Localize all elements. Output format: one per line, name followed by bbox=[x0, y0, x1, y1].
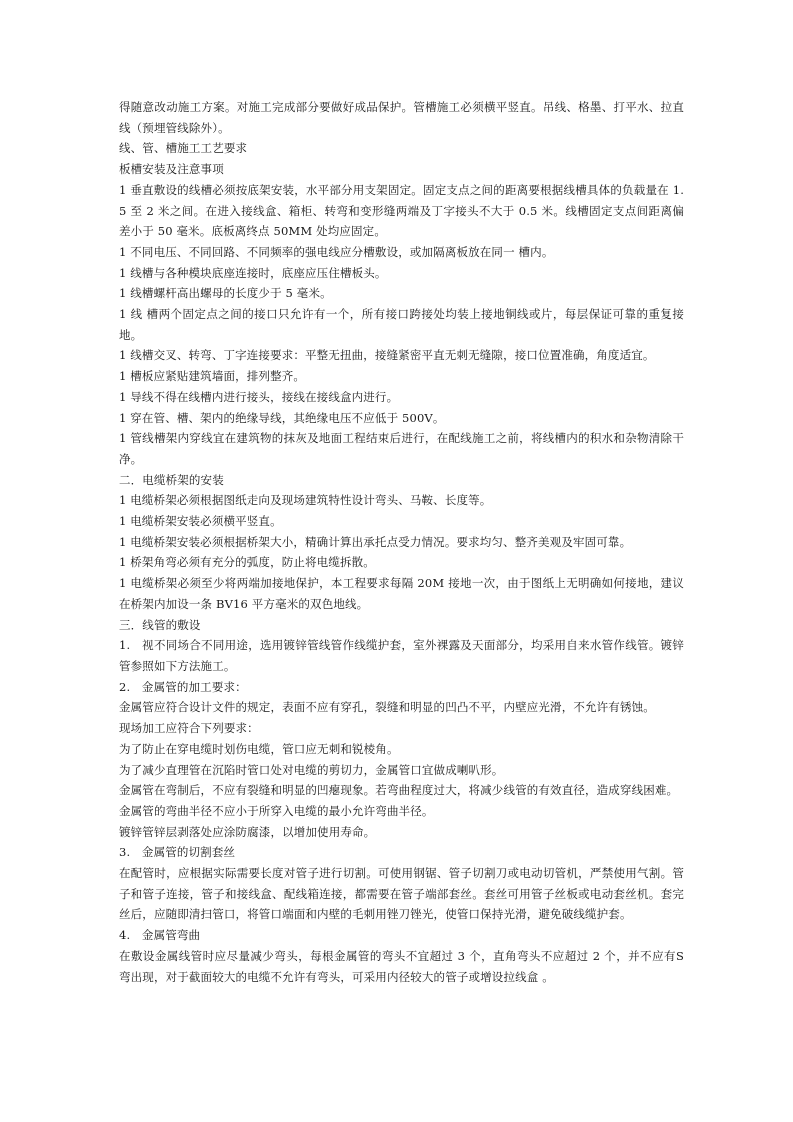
list-item: 1 桥架角弯必须有充分的弧度，防止将电缆拆散。 bbox=[119, 555, 375, 570]
paragraph: 金属管在弯制后，不应有裂缝和明显的凹瘪现象。若弯曲程度过大，将减少线管的有效直径，造成穿线困难。 bbox=[119, 783, 679, 798]
list-item: 1 线 槽两个固定点之间的接口只允许有一个，所有接口跨接处均装上接地铜线或片，每层保证可靠的重复接地。 bbox=[119, 307, 684, 342]
paragraph: 金属管应符合设计文件的规定，表面不应有穿孔，裂缝和明显的凹凸不平，内壁应光滑，不允许有锈蚀。 bbox=[119, 700, 655, 715]
section-heading: 二．电缆桥架的安装 bbox=[119, 472, 224, 487]
paragraph: 现场加工应符合下列要求： bbox=[119, 721, 259, 736]
list-item: 1 电缆桥架安装必须根据桥架大小，精确计算出承托点受力情况。要求均匀、整齐美观及牢固可靠。 bbox=[119, 534, 632, 549]
list-item: 1 管线槽架内穿线宜在建筑物的抹灰及地面工程结束后进行，在配线施工之前，将线槽内的积水和杂物清除干净。 bbox=[119, 431, 684, 466]
paragraph: 为了减少直理管在沉陷时管口处对电缆的剪切力，金属管口宜做成喇叭形。 bbox=[119, 762, 504, 777]
document-body bbox=[119, 97, 684, 987]
subsection-heading: 板槽安装及注意事项 bbox=[119, 162, 224, 177]
paragraph: 在配管时，应根据实际需要长度对管子进行切割。可使用钢锯、管子切割刀或电动切管机，严禁使用气割。管子和管子连接，管子和接线盒、配线箱连接，都需要在管子端部套丝。套丝可用管子丝板或电动套丝机。套完丝后，应随即清扫管口，将管口端面和内壁的毛刺用锉刀锉光，使管口保持光滑，避免破线缆护套。 bbox=[119, 866, 684, 922]
paragraph: 得随意改动施工方案。对施工完成部分要做好成品保护。管槽施工必须横平竖直。吊线、格墨、打平水、拉直线（预埋管线除外）。 bbox=[119, 100, 684, 135]
list-item: 1 线槽螺杆高出螺母的长度少于 5 毫米。 bbox=[119, 286, 332, 301]
list-item: 1 不同电压、不同回路、不同频率的强电线应分槽敷设，或加隔离板放在同一 槽内。 bbox=[119, 244, 554, 259]
list-item: 1 槽板应紧贴建筑墙面，排列整齐。 bbox=[119, 369, 306, 384]
list-item: 1 穿在管、槽、架内的绝缘导线，其绝缘电压不应低于 500V。 bbox=[119, 410, 445, 425]
numbered-item: 1. 视不同场合不同用途，选用镀锌管线管作线缆护套，室外裸露及天面部分，均采用自来水管作线管。镀锌管参照如下方法施工。 bbox=[119, 638, 684, 673]
list-item: 1 线槽与各种模块底座连接时，底座应压住槽板头。 bbox=[119, 265, 387, 280]
numbered-item: 3. 金属管的切割套丝 bbox=[119, 845, 236, 860]
paragraph: 镀锌管锌层剥落处应涂防腐漆，以增加使用寿命。 bbox=[119, 824, 376, 839]
paragraph: 在敷设金属线管时应尽量减少弯头，每根金属管的弯头不宜超过 3 个，直角弯头不应超过 2 个，并不应有S 弯出现，对于截面较大的电缆不允许有弯头，可采用内径较大的管子或增设拉线盒 。 bbox=[119, 948, 684, 984]
numbered-item: 2. 金属管的加工要求： bbox=[119, 679, 247, 694]
list-item: 1 线槽交叉、转弯、丁字连接要求：平整无扭曲，接缝紧密平直无刺无缝隙，接口位置准确，角度适宜。 bbox=[119, 348, 655, 363]
list-item: 1 电缆桥架必须根据图纸走向及现场建筑特性设计弯头、马鞍、长度等。 bbox=[119, 493, 492, 508]
list-item: 1 导线不得在线槽内进行接头，接线在接线盒内进行。 bbox=[119, 389, 399, 404]
section-heading: 三．线管的敷设 bbox=[119, 617, 201, 632]
list-item: 1 垂直敷设的线槽必须按底架安装，水平部分用支架固定。固定支点之间的距离要根据线槽具体的负载量在 1.5 至 2 米之间。在进入接线盒、箱柜、转弯和变形缝两端及丁字接头不大于 0.5 米。线槽固定支点间距离偏差小于 50 毫米。底板离终点 50MM 处均应固定。 bbox=[119, 182, 684, 239]
paragraph: 为了防止在穿电缆时划伤电缆，管口应无刺和锐棱角。 bbox=[119, 741, 399, 756]
paragraph: 金属管的弯曲半径不应小于所穿入电缆的最小允许弯曲半径。 bbox=[119, 803, 434, 818]
numbered-item: 4. 金属管弯曲 bbox=[119, 928, 201, 943]
section-heading: 线、管、槽施工工艺要求 bbox=[119, 141, 248, 156]
list-item: 1 电缆桥架必须至少将两端加接地保护，本工程要求每隔 20M 接地一次，由于图纸上无明确如何接地，建议在桥架内加设一条 BV16 平方毫米的双色地线。 bbox=[119, 576, 684, 611]
list-item: 1 电缆桥架安装必须横平竖直。 bbox=[119, 514, 282, 529]
